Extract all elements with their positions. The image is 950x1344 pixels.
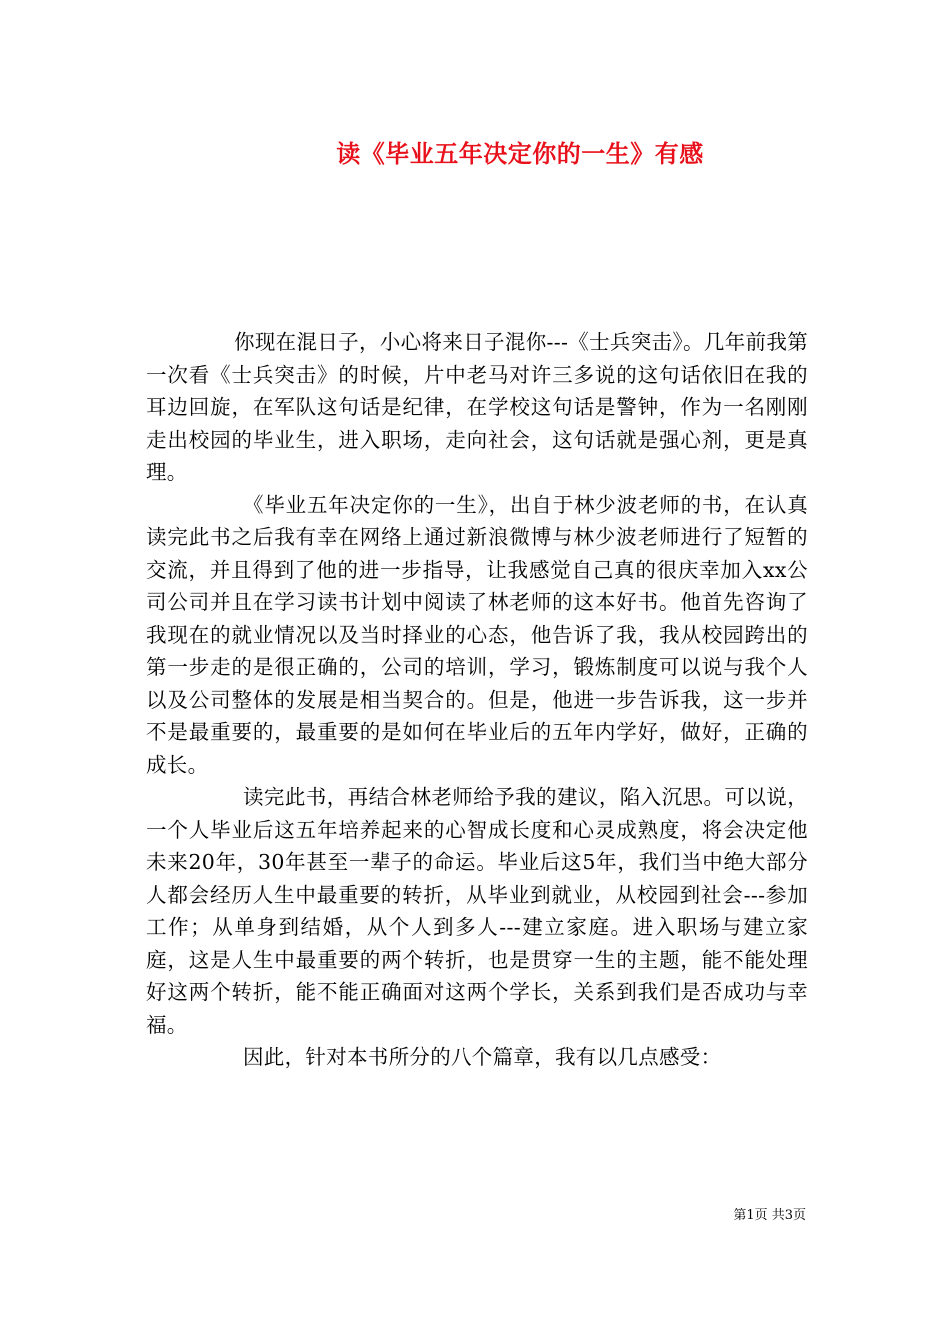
paragraph-1: 你现在混日子，小心将来日子混你---《士兵突击》。几年前我第一次看《士兵突击》的时候，片中老马对许三多说的这句话依旧在我的耳边回旋，在军队这句话是纪律，在学校这句话是警钟，作为一名刚刚走出校园的毕业生，进入职场，走向社会，这句话就是强心剂，更是真理。 <box>146 330 808 484</box>
paragraph-3: 读完此书，再结合林老师给予我的建议，陷入沉思。可以说，一个人毕业后这五年培养起来的心智成长度和心灵成熟度，将会决定他未来20年，30年甚至一辈子的命运。毕业后这5年，我们当中绝大部分人都会经历人生中最重要的转折，从毕业到就业，从校园到社会---参加工作；从单身到结婚，从个人到多人---建立家庭。进入职场与建立家庭，这是人生中最重要的两个转折，也是贯穿一生的主题，能不能处理好这两个转折，能不能正确面对这两个学长，关系到我们是否成功与幸福。 <box>146 785 808 1037</box>
document-title: 读《毕业五年决定你的一生》有感 <box>336 140 704 168</box>
page-number-footer: 第1页 共3页 <box>733 1208 806 1223</box>
paragraph-2: 《毕业五年决定你的一生》，出自于林少波老师的书，在认真读完此书之后我有幸在网络上通过新浪微博与林少波老师进行了短暂的交流，并且得到了他的进一步指导，让我感觉自己真的很庆幸加入xx公司公司并且在学习读书计划中阅读了林老师的这本好书。他首先咨询了我现在的就业情况以及当时择业的心态，他告诉了我，我从校园跨出的第一步走的是很正确的，公司的培训，学习，锻炼制度可以说与我个人以及公司整体的发展是相当契合的。但是，他进一步告诉我，这一步并不是最重要的，最重要的是如何在毕业后的五年内学好，做好，正确的成长。 <box>146 492 808 777</box>
paragraph-4: 因此，针对本书所分的八个篇章，我有以几点感受： <box>243 1045 722 1069</box>
document-body <box>146 326 808 1074</box>
